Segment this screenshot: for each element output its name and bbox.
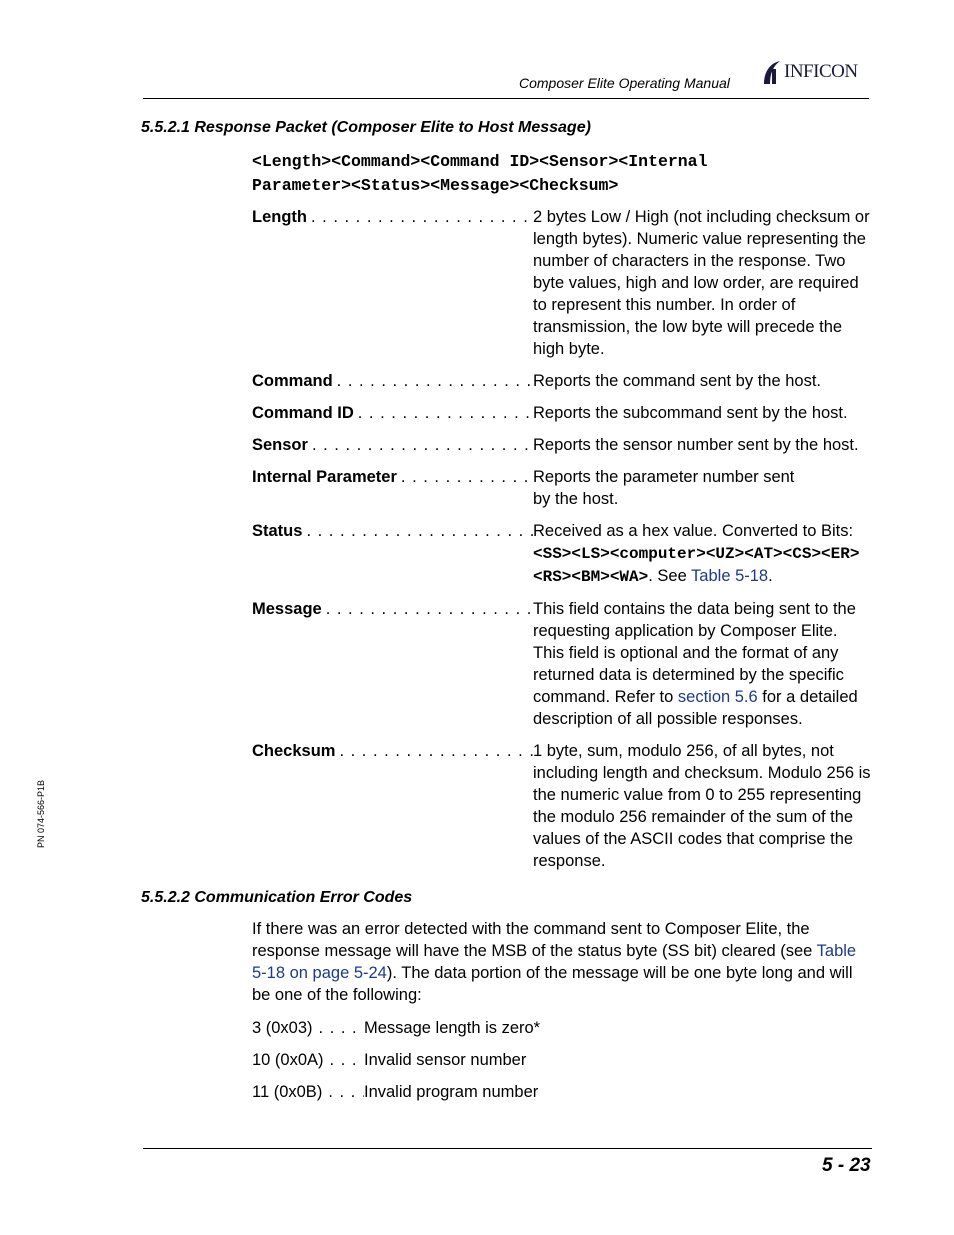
description-text: .: [768, 567, 773, 585]
term-label: Checksum: [252, 742, 336, 760]
section-heading-response-packet: 5.5.2.1 Response Packet (Composer Elite to Host Message): [141, 119, 591, 136]
error-code-value: 11 (0x0B): [252, 1083, 323, 1101]
header-rule: [143, 98, 869, 99]
page-number: 5 - 23: [822, 1155, 871, 1176]
term-description: [533, 466, 872, 510]
table-5-18-page-link[interactable]: Table 5-18 on page 5-24: [252, 942, 857, 982]
error-code-description: Invalid sensor number: [364, 1051, 527, 1069]
term-label: Sensor: [252, 436, 308, 454]
term-label: Command ID: [252, 404, 354, 422]
term-description: Reports the subcommand sent by the host.: [533, 404, 848, 422]
term-description: [533, 520, 872, 588]
term-description: Reports the sensor number sent by the host.: [533, 436, 859, 454]
description-text: This field contains the data being sent to the requesting application by Composer Elite. This field is optional and the format of any returned data is determined by the specific command. Refer to: [533, 600, 856, 706]
term-label: Internal Parameter: [252, 468, 397, 486]
error-code-list: [252, 1017, 872, 1113]
inficon-logo: [760, 60, 872, 86]
error-codes-paragraph: [252, 918, 872, 1006]
definition-checksum: [252, 740, 872, 872]
description-text: Received as a hex value. Converted to Bits:: [533, 522, 854, 540]
part-number-label: PN 074-566-P1B: [36, 779, 46, 848]
error-code-item: [252, 1017, 872, 1039]
paragraph-text: ). The data portion of the message will be one byte long and will be one of the following:: [252, 964, 853, 1004]
description-line: Reports the parameter number sent: [533, 468, 795, 486]
table-5-18-link[interactable]: Table 5-18: [691, 567, 769, 585]
definition-command-id: [252, 402, 872, 424]
definition-sensor: [252, 434, 872, 456]
term-label: Length: [252, 208, 307, 226]
term-label: Status: [252, 522, 303, 540]
description-text: . See: [648, 567, 692, 585]
term-description: Reports the command sent by the host.: [533, 372, 821, 390]
term-description: [533, 598, 872, 730]
status-bits-code: <SS><LS><computer><UZ><AT><CS><ER><RS><BM><WA>: [533, 545, 860, 586]
term-label: Message: [252, 600, 322, 618]
error-code-value: 3 (0x03): [252, 1019, 313, 1037]
error-code-description: Invalid program number: [364, 1083, 539, 1101]
definition-status: [252, 520, 872, 588]
inficon-logo-icon: [760, 60, 782, 86]
error-code-value: 10 (0x0A): [252, 1051, 324, 1069]
footer-rule: [143, 1148, 872, 1149]
error-code-description: Message length is zero*: [364, 1019, 541, 1037]
description-text: for a detailed description of all possible responses.: [533, 688, 858, 728]
logo-text: INFICON: [784, 61, 858, 82]
paragraph-text: If there was an error detected with the command sent to Composer Elite, the response message will have the MSB of the status byte (SS bit) cleared (see: [252, 920, 817, 960]
section-5-6-link[interactable]: section 5.6: [677, 688, 758, 706]
definition-length: [252, 206, 872, 360]
term-label: Command: [252, 372, 333, 390]
error-code-item: [252, 1049, 872, 1071]
term-description: 2 bytes Low / High (not including checksum or length bytes). Numeric value representing the number of characters in the response. Two byte values, high and low order, are required to represent this number. In order of transmission, the low byte will precede the high byte.: [533, 208, 870, 358]
description-line: by the host.: [533, 490, 619, 508]
definition-message: [252, 598, 872, 730]
error-code-item: [252, 1081, 872, 1103]
response-packet-syntax: <Length><Command><Command ID><Sensor><Internal Parameter><Status><Message><Checksum>: [252, 152, 708, 195]
definition-list: [252, 206, 872, 882]
term-description: 1 byte, sum, modulo 256, of all bytes, not including length and checksum. Modulo 256 is the numeric value from 0 to 255 representing the modulo 256 remainder of the sum of the values of the ASCII codes that comprise the response.: [533, 742, 871, 870]
running-header-title: Composer Elite Operating Manual: [519, 75, 730, 91]
definition-internal-parameter: [252, 466, 872, 510]
section-heading-error-codes: 5.5.2.2 Communication Error Codes: [141, 889, 413, 906]
definition-command: [252, 370, 872, 392]
